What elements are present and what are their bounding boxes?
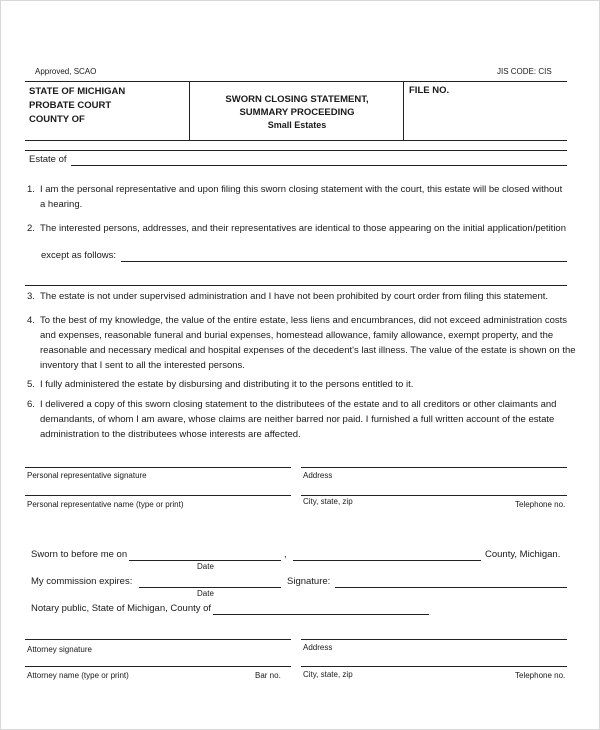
header-divider-2 bbox=[403, 82, 404, 140]
list-item: 5. I fully administered the estate by disbursing and distributing it to the persons entitled to it. bbox=[27, 379, 414, 390]
notary-signature-field[interactable] bbox=[335, 587, 567, 588]
pr-address-field[interactable] bbox=[301, 467, 567, 468]
list-item: 1. I am the personal representative and upon filing this sworn closing statement with the court, this estate will be closed without a hearing. bbox=[27, 184, 563, 210]
jis-code: JIS CODE: CIS bbox=[497, 67, 552, 76]
pr-city-label: City, state, zip bbox=[303, 497, 353, 506]
pr-name-field[interactable] bbox=[25, 495, 291, 496]
pr-signature-label: Personal representative signature bbox=[27, 471, 147, 480]
attorney-telephone-label: Telephone no. bbox=[515, 671, 566, 680]
attorney-city-label: City, state, zip bbox=[303, 670, 353, 679]
pr-name-label: Personal representative name (type or print) bbox=[27, 500, 184, 509]
notary-signature-label: Signature: bbox=[287, 576, 331, 587]
attorney-name-label: Attorney name (type or print) bbox=[27, 671, 129, 680]
approved-text: Approved, SCAO bbox=[35, 67, 97, 76]
list-item: 4. To the best of my knowledge, the value of the entire estate, less liens and encumbrances, did not exceed administration costs and expenses, reasonable funeral and burial expenses, homestead allowance, family allowance, exempt property, and the reasonable and necessary medical and hospital expenses of the decedent's last illness. The value of the estate is shown on the inventory that I sent to all the interested persons. bbox=[27, 315, 576, 371]
pr-signature-field[interactable] bbox=[25, 467, 291, 468]
list-item: 6. I delivered a copy of this sworn closing statement to the distributees of the estate and to all creditors or other claimants and demandants, of whom I am aware, whose claims are neither barred nor paid. I furnished a full written account of the estate administration to the distributees whose interests are affected. bbox=[27, 399, 557, 440]
attorney-city-field[interactable] bbox=[301, 666, 567, 667]
sworn-date-field[interactable] bbox=[129, 560, 281, 561]
except-label: except as follows: bbox=[41, 250, 116, 261]
form-header bbox=[25, 81, 567, 141]
exceptions-field-2[interactable] bbox=[25, 285, 567, 286]
sworn-county-field[interactable] bbox=[293, 560, 481, 561]
attorney-address-field[interactable] bbox=[301, 639, 567, 640]
exceptions-field-1[interactable] bbox=[121, 261, 567, 262]
separator bbox=[25, 150, 567, 151]
sworn-date-label: Date bbox=[197, 562, 214, 571]
sworn-label: Sworn to before me on bbox=[31, 549, 128, 560]
form-title bbox=[191, 93, 403, 132]
file-no-label: FILE NO. bbox=[409, 85, 450, 96]
commission-label: My commission expires: bbox=[31, 576, 133, 587]
notary-county-label: Notary public, State of Michigan, County of bbox=[31, 603, 212, 614]
list-item: 2. The interested persons, addresses, and their representatives are identical to those appearing on the initial application/petition bbox=[27, 223, 566, 234]
header-divider-1 bbox=[189, 82, 190, 140]
attorney-name-field[interactable] bbox=[25, 666, 291, 667]
attorney-signature-label: Attorney signature bbox=[27, 645, 92, 654]
pr-telephone-label: Telephone no. bbox=[515, 500, 566, 509]
title-line-1: SWORN CLOSING STATEMENT, bbox=[225, 94, 369, 105]
pr-address-label: Address bbox=[303, 471, 333, 480]
county-michigan-label: County, Michigan. bbox=[485, 549, 561, 560]
state-label: STATE OF MICHIGAN bbox=[29, 86, 126, 97]
attorney-address-label: Address bbox=[303, 643, 333, 652]
bar-no-label: Bar no. bbox=[255, 671, 281, 680]
list-item: 3. The estate is not under supervised administration and I have not been prohibited by court order from filing this statement. bbox=[27, 291, 549, 302]
pr-city-field[interactable] bbox=[301, 495, 567, 496]
subtitle: Small Estates bbox=[267, 120, 327, 130]
commission-date-field[interactable] bbox=[139, 587, 281, 588]
county-label: COUNTY OF bbox=[29, 114, 85, 125]
comma: , bbox=[284, 549, 287, 560]
commission-date-label: Date bbox=[197, 589, 214, 598]
attorney-signature-field[interactable] bbox=[25, 639, 291, 640]
estate-name-field[interactable] bbox=[71, 165, 567, 166]
title-line-2: SUMMARY PROCEEDING bbox=[239, 107, 355, 118]
notary-county-field[interactable] bbox=[213, 614, 429, 615]
court-info bbox=[29, 85, 125, 127]
estate-label: Estate of bbox=[29, 154, 67, 165]
court-label: PROBATE COURT bbox=[29, 100, 112, 111]
